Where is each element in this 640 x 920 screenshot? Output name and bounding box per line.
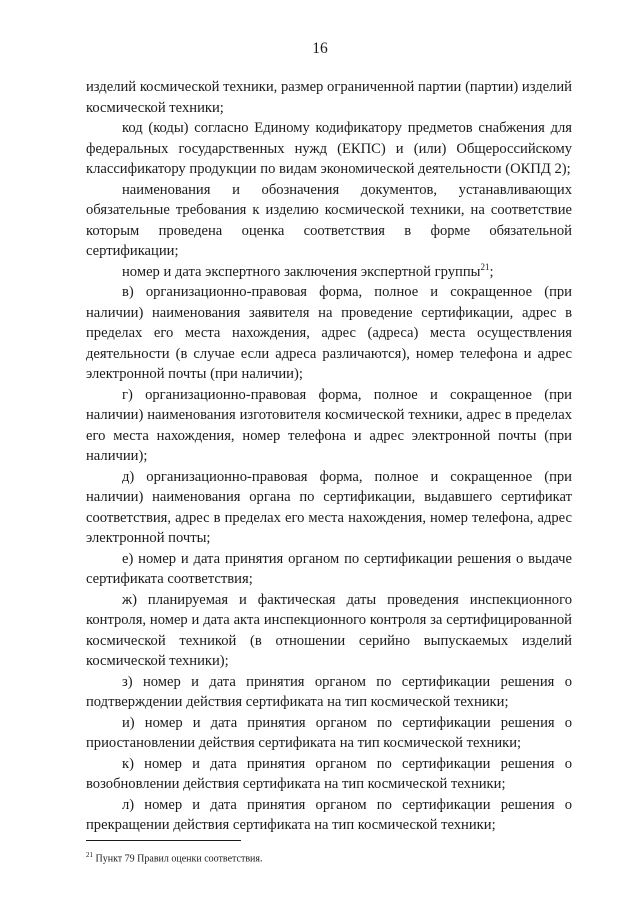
paragraph-text: и) номер и дата принятия органом по сертификации решения о приостановлении действия сертификата на тип космической техники; — [86, 714, 572, 751]
paragraph — [86, 262, 572, 283]
paragraph — [86, 385, 572, 467]
paragraph-text: л) номер и дата принятия органом по сертификации решения о прекращении действия сертификата на тип космической техники; — [86, 796, 572, 833]
paragraph — [86, 118, 572, 180]
paragraph-text: ж) планируемая и фактическая даты проведения инспекционного контроля, номер и дата акта инспекционного контроля за сертифицированной космической техникой (в отношении серийно выпускаемых изделий космической техники); — [86, 591, 572, 669]
paragraph — [86, 672, 572, 713]
paragraph-text: код (коды) согласно Единому кодификатору предметов снабжения для федеральных государственных нужд (ЕКПС) и (или) Общероссийскому классификатору продукции по видам экономической деятельности (ОКПД 2); — [86, 120, 572, 177]
footnote — [86, 849, 572, 865]
document-body — [86, 77, 572, 836]
paragraph — [86, 549, 572, 590]
paragraph-text: д) организационно-правовая форма, полное и сокращенное (при наличии) наименования органа по сертификации, выдавшего сертификат соответствия, адрес в пределах его места нахождения, номер телефона, адрес электронной почты; — [86, 468, 572, 546]
paragraph — [86, 713, 572, 754]
paragraph — [86, 77, 572, 118]
paragraph — [86, 282, 572, 385]
paragraph-text: г) организационно-правовая форма, полное и сокращенное (при наличии) наименования изготовителя космической техники, адрес в пределах его места нахождения, номер телефона и адрес электронной почты (при наличии); — [86, 386, 572, 464]
footnote-reference: 21 — [480, 261, 490, 272]
page-number: 16 — [312, 40, 328, 57]
paragraph-text: в) организационно-правовая форма, полное и сокращенное (при наличии) наименования заявителя на проведение сертификации, адрес в пределах его места нахождения, адрес (адреса) места осуществления деятельности (в случае если адреса различаются), номер телефона и адрес электронной почты (при наличии); — [86, 284, 572, 382]
paragraph-text: к) номер и дата принятия органом по сертификации решения о возобновлении действия сертификата на тип космической техники; — [86, 755, 572, 792]
paragraph-text: изделий космической техники, размер ограниченной партии (партии) изделий космической техники; — [86, 79, 572, 116]
paragraph — [86, 795, 572, 836]
footnote-text: Пункт 79 Правил оценки соответствия. — [93, 853, 263, 865]
paragraph-text: наименования и обозначения документов, устанавливающих обязательные требования к изделию космической техники, на соответствие которым проведена оценка соответствия в форме обязательной сертификации; — [86, 181, 572, 259]
footnote-divider — [86, 840, 241, 841]
paragraph-text: номер и дата экспертного заключения экспертной группы — [122, 263, 481, 280]
paragraph — [86, 467, 572, 549]
paragraph-text: е) номер и дата принятия органом по сертификации решения о выдаче сертификата соответствия; — [86, 550, 572, 587]
paragraph — [86, 754, 572, 795]
paragraph — [86, 590, 572, 672]
paragraph-text: з) номер и дата принятия органом по сертификации решения о подтверждении действия сертификата на тип космической техники; — [86, 673, 572, 710]
paragraph-suffix: ; — [489, 263, 494, 280]
paragraph — [86, 180, 572, 262]
footnote-marker: 21 — [86, 851, 93, 859]
